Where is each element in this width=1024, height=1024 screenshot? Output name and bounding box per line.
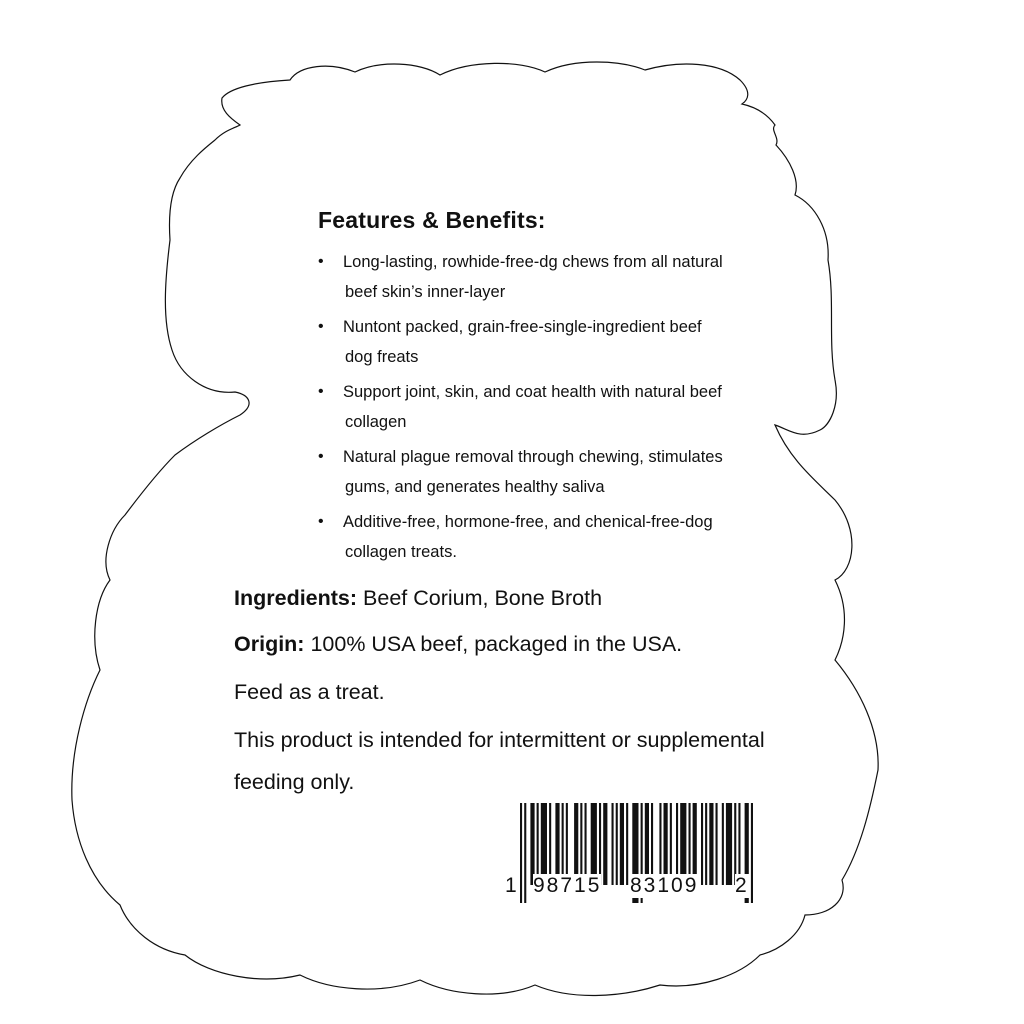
barcode-bar [726, 803, 732, 885]
barcode-bar [709, 803, 713, 885]
barcode-bar [562, 803, 564, 885]
barcode-bar [734, 803, 736, 885]
ingredients-label: Ingredients: [234, 586, 358, 610]
barcode-right-group: 83109 [630, 874, 699, 897]
bullet: • [318, 253, 324, 270]
barcode-bar [591, 803, 597, 885]
feature-item-5 [318, 507, 788, 567]
barcode-bar [524, 803, 526, 903]
bullet: • [318, 383, 324, 400]
barcode-bar [603, 803, 607, 885]
barcode-bar [599, 803, 601, 885]
barcode-bar [574, 803, 578, 885]
barcode-bar [693, 803, 697, 885]
barcode-bar [537, 803, 539, 885]
feature-line: Nuntont packed, grain-free-single-ingredient beef [343, 318, 702, 336]
feeding-note: Feed as a treat. [234, 680, 385, 704]
barcode-bar [620, 803, 624, 885]
features-list [318, 247, 788, 572]
barcode-bar [664, 803, 668, 885]
barcode-bar [676, 803, 678, 885]
feature-line-continued: collagen [345, 413, 407, 431]
barcode-bar [722, 803, 724, 885]
origin-value: 100% USA beef, packaged in the USA. [304, 632, 683, 656]
barcode-bar [520, 803, 522, 903]
feature-line-continued: beef skin’s inner-layer [345, 283, 506, 301]
bullet: • [318, 318, 324, 335]
barcode-bar [738, 803, 740, 885]
origin-label: Origin: [234, 632, 305, 656]
barcode-bar [549, 803, 551, 885]
barcode-bar [645, 803, 649, 885]
barcode-bar [612, 803, 614, 885]
barcode-bar [716, 803, 718, 885]
bullet: • [318, 448, 324, 465]
feature-item-1 [318, 247, 788, 307]
barcode-bar [689, 803, 691, 885]
barcode-bar [751, 803, 753, 903]
feature-line: Natural plague removal through chewing, stimulates [343, 448, 723, 466]
barcode-lead-digit: 1 [505, 874, 519, 897]
barcode-bar [585, 803, 587, 885]
feature-line: Additive-free, hormone-free, and chenical-free-dog [343, 513, 713, 531]
barcode-bar [616, 803, 618, 885]
feature-line: Long-lasting, rowhide-free-dg chews from all natural [343, 253, 723, 271]
barcode-check-digit: 2 [735, 874, 749, 897]
barcode-bar [705, 803, 707, 885]
intended-use-line-2: feeding only. [234, 770, 355, 794]
feature-item-3 [318, 377, 788, 437]
barcode-bar [670, 803, 672, 885]
barcode-bar [659, 803, 661, 885]
barcode-bar [580, 803, 582, 885]
origin-line [234, 632, 682, 657]
intended-use-line-1: This product is intended for intermittent or supplemental [234, 728, 765, 752]
barcode-bar [701, 803, 703, 885]
feature-item-4 [318, 442, 788, 502]
barcode-bar [530, 803, 534, 885]
features-title: Features & Benefits: [318, 207, 546, 233]
barcode-bar [541, 803, 547, 885]
feature-item-2 [318, 312, 788, 372]
feature-line-continued: collagen treats. [345, 543, 457, 561]
bullet: • [318, 513, 324, 530]
ingredients-line [234, 586, 602, 611]
ingredients-value: Beef Corium, Bone Broth [357, 586, 603, 610]
feature-line-continued: dog freats [345, 348, 419, 366]
barcode-bar [680, 803, 686, 885]
barcode-bar [651, 803, 653, 885]
feature-line-continued: gums, and generates healthy saliva [345, 478, 605, 496]
feature-line: Support joint, skin, and coat health with natural beef [343, 383, 722, 401]
barcode-left-group: 98715 [533, 874, 602, 897]
barcode-bar [566, 803, 568, 885]
barcode-bar [626, 803, 628, 885]
barcode-bar [555, 803, 559, 885]
